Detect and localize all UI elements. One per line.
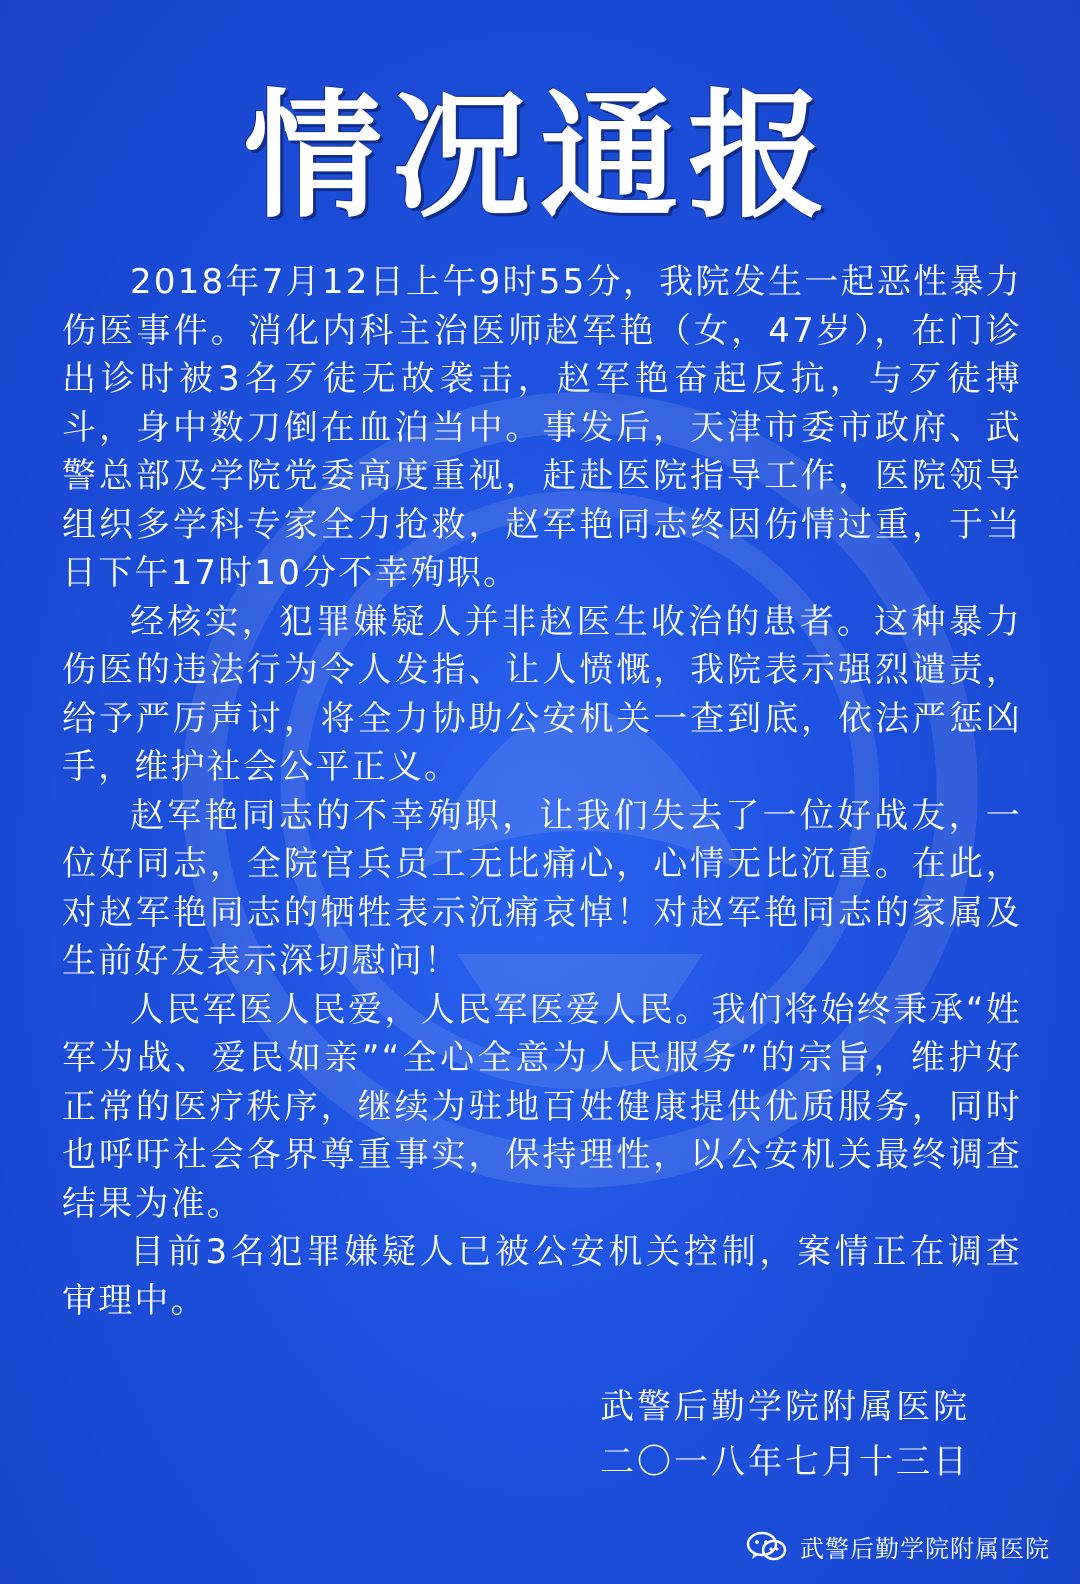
signature-block — [600, 1380, 1020, 1490]
signature-org: 武警后勤学院附属医院 — [600, 1387, 970, 1427]
paragraph-1: 2018年7月12日上午9时55分，我院发生一起恶性暴力伤医事件。消化内科主治医师赵军艳（女，47岁），在门诊出诊时被3名歹徒无故袭击，赵军艳奋起反抗，与歹徒搏斗，身中数刀倒在血泊当中。事发后，天津市委市政府、武警总部及学院党委高度重视，赶赴医院指导工作，医院领导组织多学科专家全力抢救，赵军艳同志终因伤情过重，于当日下午17时10分不幸殉职。 — [62, 262, 1022, 593]
paragraph-4: 人民军医人民爱，人民军医爱人民。我们将始终秉承“姓军为战、爱民如亲”“全心全意为人民服务”的宗旨，维护好正常的医疗秩序，继续为驻地百姓健康提供优质服务，同时也呼吁社会各界尊重事实，保持理性，以公安机关最终调查结果为准。 — [62, 989, 1022, 1224]
wechat-account-name: 武警后勤学院附属医院 — [800, 1535, 1050, 1563]
wechat-icon — [746, 1530, 788, 1564]
wechat-footer — [746, 1529, 1050, 1564]
signature-date: 二〇一八年七月十三日 — [600, 1442, 970, 1482]
page-title: 情况通报 — [243, 76, 836, 237]
paragraph-3: 赵军艳同志的不幸殉职，让我们失去了一位好战友，一位好同志，全院官兵员工无比痛心，心情无比沉重。在此，对赵军艳同志的牺牲表示沉痛哀悼！对赵军艳同志的家属及生前好友表示深切慰问！ — [62, 795, 1022, 981]
paragraph-5: 目前3名犯罪嫌疑人已被公安机关控制，案情正在调查审理中。 — [62, 1232, 1022, 1321]
paragraph-2: 经核实，犯罪嫌疑人并非赵医生收治的患者。这种暴力伤医的违法行为令人发指、让人愤慨，我院表示强烈谴责，给予严厉声讨，将全力协助公安机关一查到底，依法严惩凶手，维护社会公平正义。 — [62, 601, 1022, 787]
notice-body — [62, 258, 1022, 1325]
